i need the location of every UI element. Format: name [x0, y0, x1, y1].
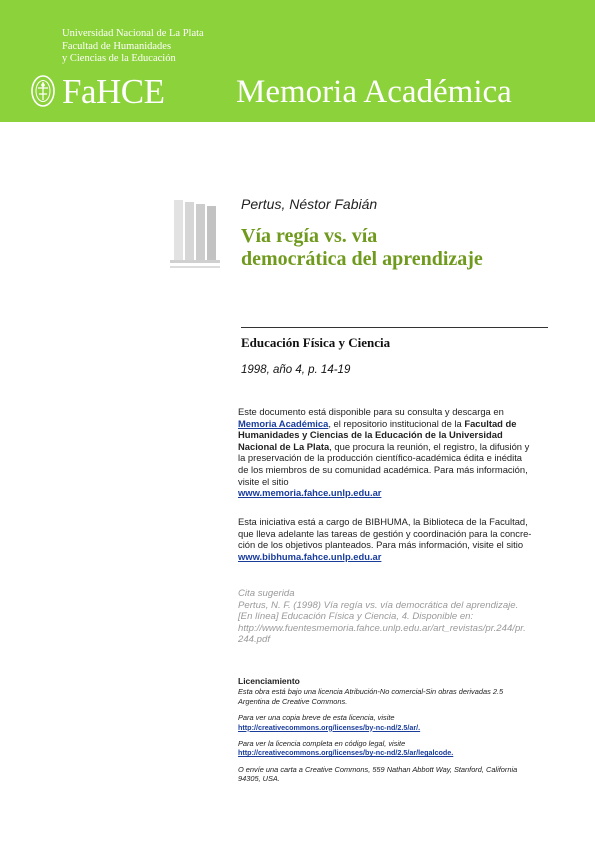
text-line: visite el sitio: [238, 475, 289, 487]
memoria-url-link[interactable]: www.memoria.fahce.unlp.edu.ar: [238, 487, 382, 499]
bibhuma-url-link[interactable]: www.bibhuma.fahce.unlp.edu.ar: [238, 550, 382, 562]
suggested-citation: [238, 588, 548, 646]
availability-paragraph: [238, 406, 547, 499]
divider: [241, 327, 548, 328]
text-line: la preservación de la producción científico-académica édita e inédita: [238, 452, 523, 464]
license-mail-text: O envíe una carta a Creative Commons, 559 Nathan Abbott Way, Stanford, California: [238, 764, 518, 774]
title-line: democrática del aprendizaje: [241, 248, 483, 270]
fahce-logo-text: FaHCE: [62, 72, 165, 111]
license-section: [238, 677, 548, 784]
publication-info: 1998, año 4, p. 14-19: [241, 364, 351, 376]
citation-heading: Cita sugerida: [238, 588, 295, 599]
institution-line: y Ciencias de la Educación: [62, 53, 176, 64]
citation-line: http://www.fuentesmemoria.fahce.unlp.edu.ar/art_revistas/pr.244/pr.: [238, 622, 526, 634]
license-legalcode-link[interactable]: http://creativecommons.org/licenses/by-nc-nd/2.5/ar/legalcode.: [238, 748, 454, 758]
text-line: Este documento está disponible para su consulta y descarga en: [238, 406, 504, 417]
license-text: Esta obra está bajo una licencia Atribución-No comercial-Sin obras derivadas 2.5: [238, 687, 504, 697]
license-text: Argentina de Creative Commons.: [238, 696, 348, 706]
license-mail-text: 94305, USA.: [238, 774, 280, 784]
bibhuma-paragraph: [238, 516, 547, 562]
institution-name: [62, 28, 204, 66]
license-copy-intro: Para ver una copia breve de esta licencia, visite: [238, 713, 395, 723]
header-banner: [0, 0, 595, 122]
faculty-name-bold: Humanidades y Ciencias de la Educación de la Universidad: [238, 429, 503, 441]
citation-line: [En línea] Educación Física y Ciencia, 4. Disponible en:: [238, 611, 474, 623]
text-line: que lleva adelante las tareas de gestión y coordinación para la concre-: [238, 527, 532, 539]
citation-line: 244.pdf: [238, 634, 271, 646]
repository-title: Memoria Académica: [236, 74, 512, 110]
title-line: Vía regía vs. vía: [241, 225, 378, 247]
citation-line: Pertus, N. F. (1998) Vía regía vs. vía democrática del aprendizaje.: [238, 599, 519, 611]
license-full-intro: Para ver la licencia completa en código legal, visite: [238, 739, 406, 749]
text-fragment: , que procura la reunión, el registro, la difusión y: [329, 440, 530, 452]
faculty-name-bold: Nacional de La Plata: [238, 440, 330, 452]
license-heading: Licenciamiento: [238, 676, 300, 686]
faculty-name-bold: Facultad de: [464, 417, 517, 429]
text-line: de los miembros de su comunidad académica. Para más información,: [238, 463, 528, 475]
memoria-academica-link[interactable]: Memoria Académica: [238, 417, 329, 429]
institution-line: Facultad de Humanidades: [62, 40, 172, 52]
text-line: Esta iniciativa está a cargo de BIBHUMA, la Biblioteca de la Facultad,: [238, 516, 528, 527]
university-seal-icon: [30, 74, 56, 108]
institution-line: Universidad Nacional de La Plata: [62, 28, 204, 39]
journal-name: Educación Física y Ciencia: [241, 335, 391, 350]
text-fragment: , el repositorio institucional de la: [328, 417, 465, 429]
license-copy-link[interactable]: http://creativecommons.org/licenses/by-nc-nd/2.5/ar/.: [238, 722, 421, 732]
text-line: ción de los objetivos planteados. Para más información, visite el sitio: [238, 539, 524, 551]
document-author: Pertus, Néstor Fabián: [241, 196, 378, 212]
columns-logo-icon: [168, 198, 222, 274]
document-title: [241, 225, 561, 271]
